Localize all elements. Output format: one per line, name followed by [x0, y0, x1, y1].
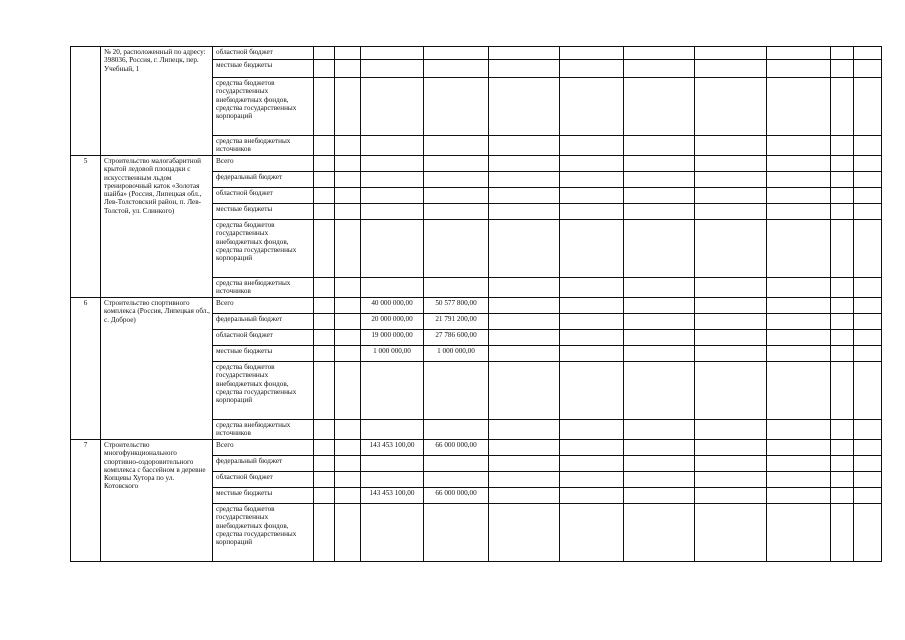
empty-cell — [314, 472, 335, 488]
table-row — [71, 156, 882, 172]
amount-cell — [424, 156, 489, 172]
empty-cell — [767, 420, 831, 440]
empty-cell — [489, 156, 560, 172]
empty-cell — [854, 172, 882, 188]
amount-cell — [361, 472, 424, 488]
empty-cell — [624, 78, 695, 136]
empty-cell — [560, 472, 624, 488]
empty-cell — [854, 362, 882, 420]
empty-cell — [335, 78, 361, 136]
empty-cell — [335, 346, 361, 362]
amount-cell — [361, 60, 424, 78]
empty-cell — [854, 78, 882, 136]
empty-cell — [624, 172, 695, 188]
empty-cell — [335, 362, 361, 420]
empty-cell — [854, 220, 882, 278]
empty-cell — [489, 220, 560, 278]
empty-cell — [767, 188, 831, 204]
empty-cell — [560, 456, 624, 472]
empty-cell — [314, 440, 335, 456]
amount-cell — [361, 362, 424, 420]
amount-cell: 50 577 800,00 — [424, 298, 489, 314]
empty-cell — [831, 346, 854, 362]
empty-cell — [854, 278, 882, 298]
funding-source-label: областной бюджет — [213, 330, 314, 346]
table-row — [71, 298, 882, 314]
empty-cell — [695, 472, 767, 488]
empty-cell — [854, 204, 882, 220]
empty-cell — [314, 298, 335, 314]
amount-cell — [424, 188, 489, 204]
empty-cell — [695, 298, 767, 314]
funding-source-label: федеральный бюджет — [213, 456, 314, 472]
empty-cell — [695, 362, 767, 420]
amount-cell: 143 453 100,00 — [361, 488, 424, 504]
empty-cell — [831, 440, 854, 456]
empty-cell — [831, 456, 854, 472]
row-number: 7 — [71, 440, 101, 562]
empty-cell — [489, 330, 560, 346]
empty-cell — [314, 278, 335, 298]
empty-cell — [695, 504, 767, 562]
empty-cell — [767, 314, 831, 330]
amount-cell — [361, 78, 424, 136]
empty-cell — [767, 472, 831, 488]
empty-cell — [854, 346, 882, 362]
amount-cell — [361, 420, 424, 440]
empty-cell — [767, 456, 831, 472]
empty-cell — [335, 330, 361, 346]
funding-source-label: средства внебюджетных источников — [213, 136, 314, 156]
amount-cell: 66 000 000,00 — [424, 440, 489, 456]
empty-cell — [314, 47, 335, 60]
empty-cell — [695, 488, 767, 504]
empty-cell — [314, 504, 335, 562]
empty-cell — [624, 440, 695, 456]
empty-cell — [335, 420, 361, 440]
empty-cell — [695, 47, 767, 60]
empty-cell — [489, 278, 560, 298]
amount-cell — [424, 504, 489, 562]
empty-cell — [560, 204, 624, 220]
amount-cell — [424, 172, 489, 188]
empty-cell — [314, 204, 335, 220]
amount-cell — [361, 188, 424, 204]
empty-cell — [624, 298, 695, 314]
empty-cell — [767, 278, 831, 298]
empty-cell — [767, 346, 831, 362]
empty-cell — [695, 420, 767, 440]
empty-cell — [489, 440, 560, 456]
empty-cell — [335, 47, 361, 60]
funding-table — [70, 46, 882, 562]
empty-cell — [831, 78, 854, 136]
object-name: № 20, расположенный по адресу: 398036, Россия, г. Липецк, пер. Учебный, 1 — [101, 47, 213, 156]
empty-cell — [767, 220, 831, 278]
empty-cell — [831, 278, 854, 298]
amount-cell — [361, 136, 424, 156]
empty-cell — [854, 314, 882, 330]
empty-cell — [831, 504, 854, 562]
funding-source-label: средства бюджетов государственных внебюджетных фондов, средства государственных корпораций — [213, 504, 314, 562]
amount-cell — [361, 172, 424, 188]
empty-cell — [831, 172, 854, 188]
empty-cell — [624, 330, 695, 346]
empty-cell — [335, 488, 361, 504]
amount-cell: 1 000 000,00 — [361, 346, 424, 362]
empty-cell — [831, 188, 854, 204]
amount-cell: 40 000 000,00 — [361, 298, 424, 314]
empty-cell — [831, 314, 854, 330]
empty-cell — [767, 330, 831, 346]
empty-cell — [335, 472, 361, 488]
empty-cell — [489, 346, 560, 362]
object-name: Строительство многофункционального спортивно-оздоровительного комплекса с бассейном в деревне Копцевы Хутора по ул. Котовского — [101, 440, 213, 562]
empty-cell — [560, 156, 624, 172]
empty-cell — [767, 362, 831, 420]
empty-cell — [854, 188, 882, 204]
empty-cell — [489, 488, 560, 504]
empty-cell — [560, 420, 624, 440]
empty-cell — [560, 440, 624, 456]
empty-cell — [624, 362, 695, 420]
empty-cell — [560, 346, 624, 362]
empty-cell — [489, 472, 560, 488]
empty-cell — [489, 136, 560, 156]
empty-cell — [767, 136, 831, 156]
empty-cell — [695, 220, 767, 278]
empty-cell — [831, 60, 854, 78]
funding-source-label: Всего — [213, 440, 314, 456]
empty-cell — [624, 488, 695, 504]
empty-cell — [560, 220, 624, 278]
funding-source-label: федеральный бюджет — [213, 314, 314, 330]
empty-cell — [314, 172, 335, 188]
funding-source-label: местные бюджеты — [213, 346, 314, 362]
empty-cell — [560, 47, 624, 60]
empty-cell — [489, 456, 560, 472]
empty-cell — [767, 78, 831, 136]
empty-cell — [335, 278, 361, 298]
empty-cell — [560, 278, 624, 298]
empty-cell — [831, 47, 854, 60]
empty-cell — [335, 60, 361, 78]
funding-source-label: средства бюджетов государственных внебюджетных фондов, средства государственных корпораций — [213, 220, 314, 278]
funding-source-label: Всего — [213, 156, 314, 172]
empty-cell — [854, 456, 882, 472]
empty-cell — [854, 47, 882, 60]
empty-cell — [767, 47, 831, 60]
empty-cell — [624, 456, 695, 472]
empty-cell — [335, 156, 361, 172]
empty-cell — [489, 188, 560, 204]
funding-source-label: местные бюджеты — [213, 204, 314, 220]
funding-source-label: местные бюджеты — [213, 60, 314, 78]
empty-cell — [624, 204, 695, 220]
empty-cell — [335, 204, 361, 220]
object-name: Строительство спортивного комплекса (Россия, Липецкая обл., с. Доброе) — [101, 298, 213, 440]
funding-source-label: федеральный бюджет — [213, 172, 314, 188]
empty-cell — [314, 362, 335, 420]
empty-cell — [560, 78, 624, 136]
empty-cell — [489, 60, 560, 78]
empty-cell — [314, 188, 335, 204]
amount-cell — [424, 472, 489, 488]
empty-cell — [624, 220, 695, 278]
empty-cell — [560, 136, 624, 156]
empty-cell — [767, 60, 831, 78]
funding-source-label: областной бюджет — [213, 472, 314, 488]
empty-cell — [767, 298, 831, 314]
empty-cell — [831, 420, 854, 440]
amount-cell — [424, 78, 489, 136]
amount-cell — [424, 47, 489, 60]
empty-cell — [560, 172, 624, 188]
empty-cell — [314, 330, 335, 346]
empty-cell — [695, 204, 767, 220]
empty-cell — [695, 330, 767, 346]
empty-cell — [767, 156, 831, 172]
empty-cell — [624, 156, 695, 172]
empty-cell — [854, 440, 882, 456]
funding-source-label: средства бюджетов государственных внебюджетных фондов, средства государственных корпораций — [213, 78, 314, 136]
empty-cell — [489, 420, 560, 440]
empty-cell — [831, 156, 854, 172]
empty-cell — [335, 220, 361, 278]
amount-cell: 1 000 000,00 — [424, 346, 489, 362]
empty-cell — [854, 60, 882, 78]
empty-cell — [560, 188, 624, 204]
empty-cell — [560, 488, 624, 504]
empty-cell — [314, 488, 335, 504]
empty-cell — [624, 188, 695, 204]
empty-cell — [335, 440, 361, 456]
empty-cell — [560, 330, 624, 346]
amount-cell — [424, 60, 489, 78]
empty-cell — [767, 504, 831, 562]
empty-cell — [831, 136, 854, 156]
amount-cell — [361, 504, 424, 562]
empty-cell — [854, 298, 882, 314]
empty-cell — [767, 172, 831, 188]
empty-cell — [695, 456, 767, 472]
row-number: 6 — [71, 298, 101, 440]
empty-cell — [489, 47, 560, 60]
empty-cell — [695, 156, 767, 172]
empty-cell — [854, 488, 882, 504]
empty-cell — [560, 504, 624, 562]
funding-source-label: средства внебюджетных источников — [213, 420, 314, 440]
amount-cell — [361, 47, 424, 60]
empty-cell — [695, 440, 767, 456]
table-row — [71, 440, 882, 456]
empty-cell — [314, 456, 335, 472]
empty-cell — [489, 362, 560, 420]
empty-cell — [767, 204, 831, 220]
empty-cell — [624, 136, 695, 156]
empty-cell — [314, 78, 335, 136]
empty-cell — [560, 362, 624, 420]
empty-cell — [854, 420, 882, 440]
empty-cell — [695, 172, 767, 188]
empty-cell — [314, 60, 335, 78]
empty-cell — [489, 314, 560, 330]
amount-cell — [424, 136, 489, 156]
funding-source-label: местные бюджеты — [213, 488, 314, 504]
amount-cell — [424, 456, 489, 472]
empty-cell — [560, 298, 624, 314]
empty-cell — [314, 314, 335, 330]
empty-cell — [695, 314, 767, 330]
empty-cell — [314, 136, 335, 156]
row-number — [71, 47, 101, 156]
empty-cell — [314, 346, 335, 362]
amount-cell: 19 000 000,00 — [361, 330, 424, 346]
amount-cell — [424, 278, 489, 298]
empty-cell — [335, 504, 361, 562]
empty-cell — [624, 504, 695, 562]
empty-cell — [489, 204, 560, 220]
empty-cell — [854, 472, 882, 488]
empty-cell — [335, 456, 361, 472]
empty-cell — [314, 156, 335, 172]
funding-source-label: средства бюджетов государственных внебюджетных фондов, средства государственных корпораций — [213, 362, 314, 420]
empty-cell — [335, 188, 361, 204]
amount-cell — [361, 156, 424, 172]
empty-cell — [831, 298, 854, 314]
amount-cell: 143 453 100,00 — [361, 440, 424, 456]
funding-source-label: областной бюджет — [213, 188, 314, 204]
empty-cell — [560, 314, 624, 330]
empty-cell — [695, 78, 767, 136]
empty-cell — [624, 278, 695, 298]
empty-cell — [695, 346, 767, 362]
empty-cell — [624, 420, 695, 440]
empty-cell — [489, 172, 560, 188]
amount-cell: 66 000 000,00 — [424, 488, 489, 504]
empty-cell — [767, 488, 831, 504]
empty-cell — [767, 440, 831, 456]
empty-cell — [695, 188, 767, 204]
object-name: Строительство малогабаритной крытой ледовой площадки с искусственным льдом тренировочный каток «Золотая шайба» (Россия, Липецкая обл., Лев-Толстовский район, п. Лев-Толстой, ул. Слинкого) — [101, 156, 213, 298]
empty-cell — [335, 172, 361, 188]
table-row — [71, 47, 882, 60]
amount-cell: 20 000 000,00 — [361, 314, 424, 330]
empty-cell — [560, 60, 624, 78]
empty-cell — [831, 472, 854, 488]
empty-cell — [831, 204, 854, 220]
empty-cell — [489, 78, 560, 136]
empty-cell — [335, 314, 361, 330]
funding-source-label: Всего — [213, 298, 314, 314]
empty-cell — [624, 472, 695, 488]
empty-cell — [314, 220, 335, 278]
empty-cell — [624, 314, 695, 330]
empty-cell — [831, 220, 854, 278]
empty-cell — [831, 330, 854, 346]
funding-source-label: областной бюджет — [213, 47, 314, 60]
funding-source-label: средства внебюджетных источников — [213, 278, 314, 298]
empty-cell — [695, 60, 767, 78]
amount-cell — [361, 204, 424, 220]
empty-cell — [624, 47, 695, 60]
amount-cell — [424, 362, 489, 420]
amount-cell: 21 791 200,00 — [424, 314, 489, 330]
empty-cell — [489, 298, 560, 314]
amount-cell — [361, 456, 424, 472]
empty-cell — [854, 136, 882, 156]
amount-cell — [361, 220, 424, 278]
empty-cell — [854, 330, 882, 346]
empty-cell — [831, 362, 854, 420]
empty-cell — [624, 346, 695, 362]
empty-cell — [335, 136, 361, 156]
empty-cell — [314, 420, 335, 440]
amount-cell — [361, 278, 424, 298]
empty-cell — [695, 136, 767, 156]
empty-cell — [695, 278, 767, 298]
empty-cell — [831, 488, 854, 504]
empty-cell — [489, 504, 560, 562]
amount-cell — [424, 204, 489, 220]
empty-cell — [854, 504, 882, 562]
row-number: 5 — [71, 156, 101, 298]
empty-cell — [624, 60, 695, 78]
empty-cell — [854, 156, 882, 172]
amount-cell — [424, 420, 489, 440]
amount-cell — [424, 220, 489, 278]
empty-cell — [335, 298, 361, 314]
amount-cell: 27 786 600,00 — [424, 330, 489, 346]
